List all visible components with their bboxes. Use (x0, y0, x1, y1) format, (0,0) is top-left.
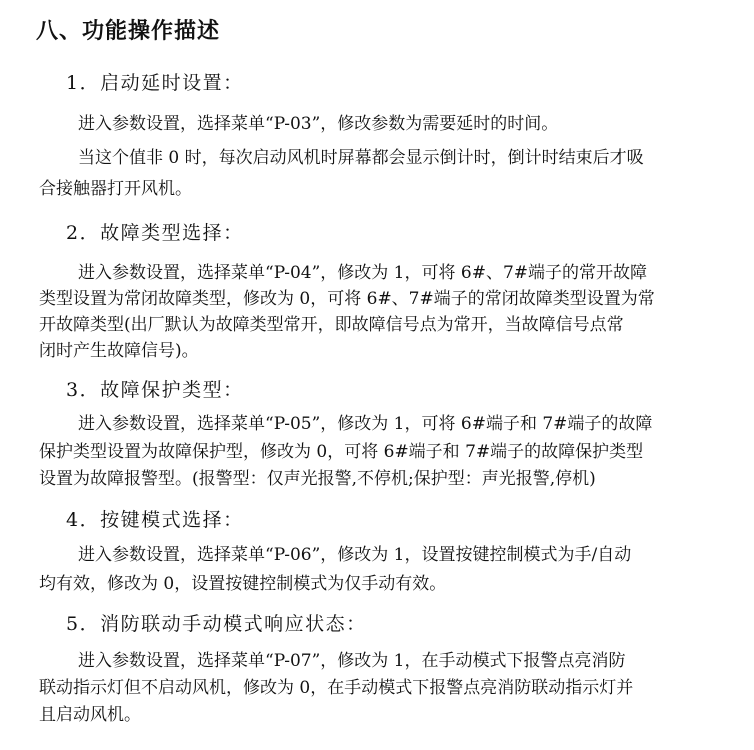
section-1-line-1: 进入参数设置，选择菜单“P-03”，修改参数为需要延时的时间。 (78, 114, 559, 134)
section-heading-2: 2．故障类型选择： (66, 222, 244, 244)
section-2-line-4: 闭时产生故障信号)。 (39, 341, 199, 361)
section-1-line-2: 当这个值非 0 时，每次启动风机时屏幕都会显示倒计时，倒计时结束后才吸 (78, 148, 644, 168)
section-2-line-2: 类型设置为常闭故障类型，修改为 0，可将 6#、7#端子的常闭故障类型设置为常 (39, 289, 655, 309)
section-4-line-1: 进入参数设置，选择菜单“P-06”，修改为 1，设置按键控制模式为手/自动 (78, 545, 632, 565)
section-5-line-2: 联动指示灯但不启动风机，修改为 0，在手动模式下报警点亮消防联动指示灯并 (39, 678, 634, 698)
section-heading-5: 5．消防联动手动模式响应状态： (66, 613, 367, 635)
section-heading-4: 4．按键模式选择： (66, 509, 244, 531)
section-3-line-2: 保护类型设置为故障保护型，修改为 0，可将 6#端子和 7#端子的故障保护类型 (39, 442, 644, 462)
section-1-line-3: 合接触器打开风机。 (39, 179, 192, 199)
section-3-line-1: 进入参数设置，选择菜单“P-05”，修改为 1，可将 6#端子和 7#端子的故障 (78, 414, 653, 434)
chapter-title: 八、功能操作描述 (36, 19, 221, 44)
section-3-line-3: 设置为故障报警型。(报警型：仅声光报警,不停机;保护型：声光报警,停机) (39, 469, 596, 489)
section-heading-3: 3．故障保护类型： (66, 379, 244, 401)
section-5-line-1: 进入参数设置，选择菜单“P-07”，修改为 1，在手动模式下报警点亮消防 (78, 651, 626, 671)
section-heading-1: 1．启动延时设置： (66, 72, 244, 94)
section-2-line-1: 进入参数设置，选择菜单“P-04”，修改为 1，可将 6#、7#端子的常开故障 (78, 263, 648, 283)
section-5-line-3: 且启动风机。 (39, 705, 141, 725)
section-2-line-3: 开故障类型(出厂默认为故障类型常开，即故障信号点为常开，当故障信号点常 (39, 315, 624, 335)
section-4-line-2: 均有效，修改为 0，设置按键控制模式为仅手动有效。 (39, 574, 447, 594)
